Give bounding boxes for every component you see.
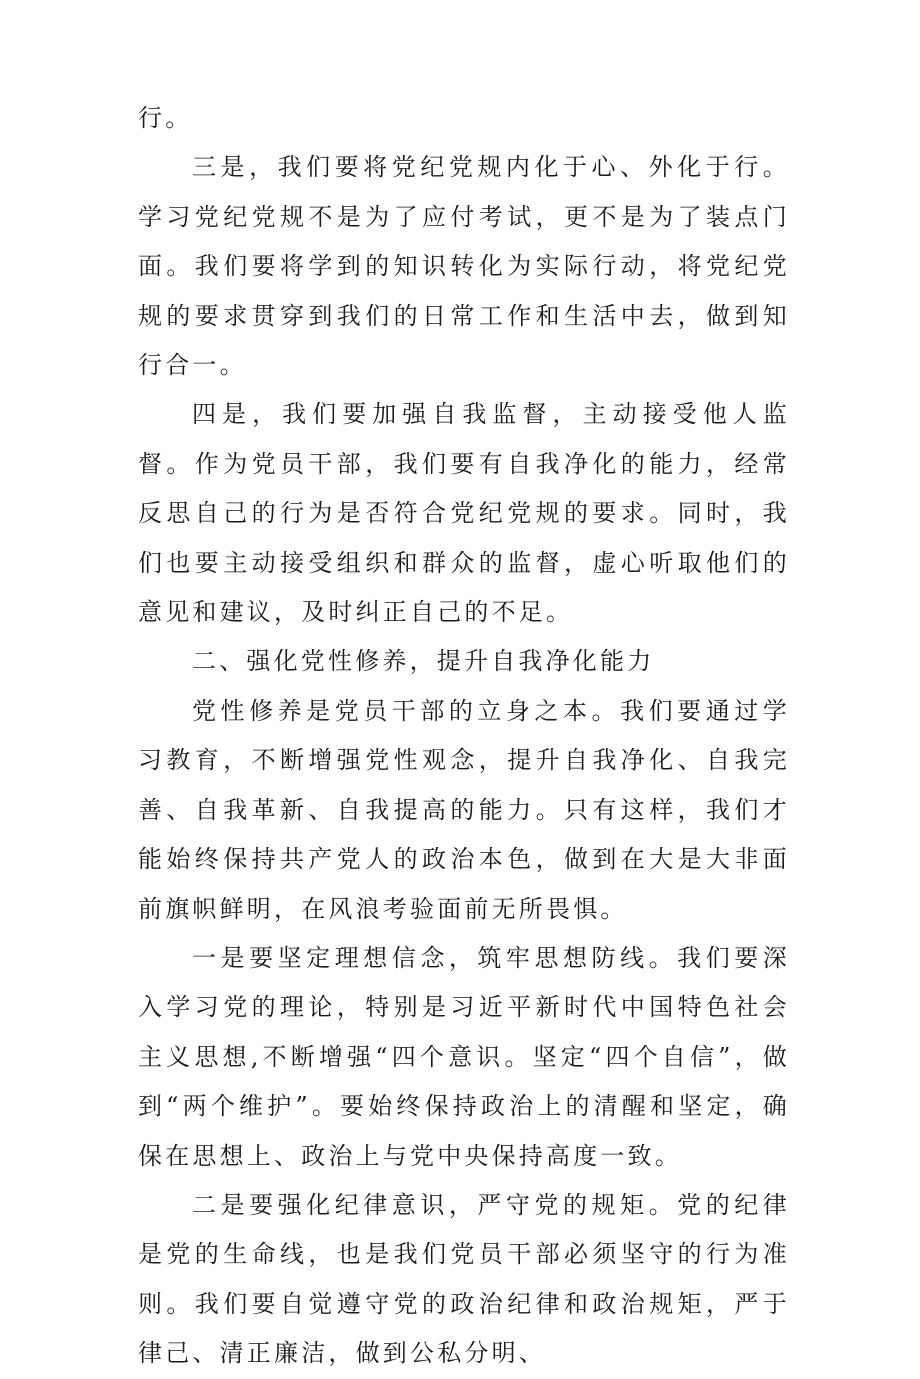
paragraph-party-spirit: 党性修养是党员干部的立身之本。我们要通过学习教育，不断增强党性观念，提升自我净化、自我完善、自我革新、自我提高的能力。只有这样，我们才能始终保持共产党人的政治本色，做到在大是大非面前旗帜鲜明，在风浪考验面前无所畏惧。 xyxy=(138,696,790,923)
paragraph-point-two: 二是要强化纪律意识，严守党的规矩。党的纪律是党的生命线，也是我们党员干部必须坚守的行为准则。我们要自觉遵守党的政治纪律和政治规矩，严于律己、清正廉洁，做到公私分明、 xyxy=(138,1190,790,1368)
document-body xyxy=(138,94,790,1379)
section-heading-two: 二、强化党性修养，提升自我净化能力 xyxy=(192,647,655,676)
paragraph-point-four: 四是，我们要加强自我监督，主动接受他人监督。作为党员干部，我们要有自我净化的能力，经常反思自己的行为是否符合党纪党规的要求。同时，我们也要主动接受组织和群众的监督，虚心听取他们的意见和建议，及时纠正自己的不足。 xyxy=(138,400,790,627)
paragraph-point-three: 三是，我们要将党纪党规内化于心、外化于行。学习党纪党规不是为了应付考试，更不是为了装点门面。我们要将学到的知识转化为实际行动，将党纪党规的要求贯穿到我们的日常工作和生活中去，做到知行合一。 xyxy=(138,153,790,380)
paragraph-continuation: 行。 xyxy=(138,104,193,132)
paragraph-point-one: 一是要坚定理想信念，筑牢思想防线。我们要深入学习党的理论，特别是习近平新时代中国特色社会主义思想,不断增强“四个意识。坚定“四个自信”，做到“两个维护”。要始终保持政治上的清醒和坚定，确保在思想上、政治上与党中央保持高度一致。 xyxy=(138,943,790,1170)
